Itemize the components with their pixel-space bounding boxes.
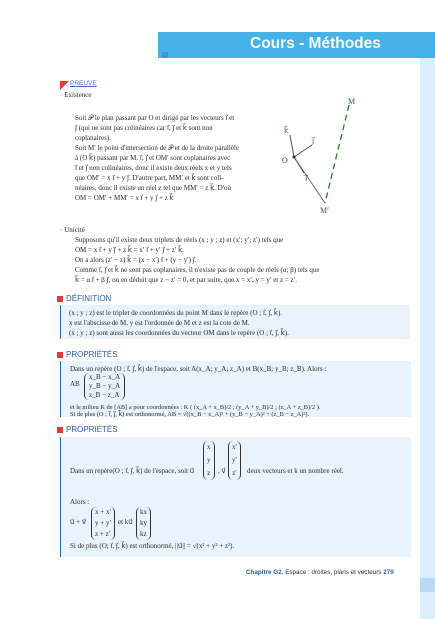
properties-2-marker bbox=[57, 427, 63, 433]
proof-marker bbox=[60, 81, 69, 90]
unicity-text: Supposons qu'il existe deux triplets de réels (x ; y ; z) et (x′; y′; z′) tels que OM = x i⃗ + y j⃗ + z k⃗ = x′ i⃗ + y′ j⃗ + z′ k⃗. On a alors (z′ − z) k⃗ = (x − x′) i⃗ + (y − y′) j⃗. Comme i⃗, j⃗ et k⃗ ne sont pas coplanaires, il n'existe pas de couple de réels (α; β) tels que k⃗ = α i⃗ + β j⃗, on en déduit que z − z′ = 0, et par suite, que x = x′, y = y′ et z = z′. bbox=[75, 236, 320, 284]
properties-1-title: PROPRIÉTÉS bbox=[57, 350, 118, 359]
properties-1-line3: Si de plus (O ; i⃗, j⃗, k⃗) est orthonormé, AB = √((x_B − x_A)² + (y_B − y_A)² + (z_B − z_A)²). bbox=[70, 411, 310, 418]
definition-title: DÉFINITION bbox=[57, 294, 111, 303]
ku-matrix: kx ky kz bbox=[136, 507, 151, 540]
u-matrix: x y z bbox=[203, 441, 215, 480]
page-title: Cours - Méthodes bbox=[250, 35, 381, 52]
vector-i bbox=[294, 157, 304, 173]
label-O: O bbox=[282, 156, 288, 165]
u-plus-v-label: u⃗ + v⃗ bbox=[70, 518, 87, 526]
page-footer: Chapitre G2. Espace : droites, plans et vecteurs 279 bbox=[246, 569, 394, 576]
unicity-heading: ◦ Unicité bbox=[60, 226, 85, 234]
vector-j bbox=[294, 145, 312, 157]
properties-2-line1a: Dans un repère(O ; i⃗, j⃗, k⃗) de l'espace, soit u⃗ bbox=[70, 467, 195, 475]
point-O bbox=[293, 156, 296, 159]
existence-text: Soit 𝒫 le plan passant par O et dirigé par les vecteurs i⃗ et j⃗ (qui ne sont pas colinéaires car i⃗, j⃗ et k⃗ sont non coplanaires). Soit M′ le point d'intersection de 𝒫 et de la droite parallèle à (O k⃗) passant par M. i⃗, j⃗ et OM′ sont coplanaires avec i⃗ et j⃗ non colinéaires, donc il existe deux réels x et y tels que OM′ = x i⃗ + y j⃗. D'autre part, MM′ et k⃗ sont coli- néaires, donc il existe un réel z tel que MM′ = z k⃗. D'où OM = OM′ + MM′ = x i⃗ + y j⃗ + z k⃗ bbox=[75, 114, 239, 202]
line-MMprime bbox=[325, 105, 349, 203]
right-margin-strip bbox=[420, 58, 435, 619]
proof-figure bbox=[282, 95, 377, 225]
proof-label: PREUVE bbox=[70, 80, 97, 87]
page-tab bbox=[420, 578, 435, 592]
definition-marker bbox=[57, 296, 63, 302]
label-j: j⃗ bbox=[312, 136, 315, 145]
v-label: , v⃗ bbox=[218, 467, 226, 475]
properties-1-line1: Dans un repère (O ; i⃗, j⃗, k⃗) de l'espace, soit A(x_A; y_A; z_A) et B(x_B; y_B; z_B). Alors : bbox=[70, 365, 327, 373]
vector-AB-matrix: x_B − x_A y_B − y_A z_B − z_A bbox=[84, 373, 125, 400]
banner-ribbon bbox=[162, 52, 168, 58]
alors-text: Alors : bbox=[70, 498, 90, 506]
properties-2-line3: Si de plus (O; i⃗, j⃗, k⃗) est orthonormé, ||u⃗|| = √(x² + y² + z²). bbox=[70, 542, 235, 550]
label-Mprime: M′ bbox=[320, 206, 329, 215]
ku-label: et ku⃗ bbox=[118, 518, 133, 526]
v-matrix: x′ y′ z′ bbox=[228, 441, 241, 480]
label-i: i⃗ bbox=[305, 174, 308, 183]
properties-2-title: PROPRIÉTÉS bbox=[57, 425, 118, 434]
properties-1-line2: et le milieu K de [AB] a pour coordonnées : K ( (x_A + x_B)/2 ; (y_A + y_B)/2 ; (z_A + z_B)/2 ). bbox=[70, 404, 321, 411]
label-k: k⃗ bbox=[284, 126, 289, 135]
vector-k bbox=[290, 135, 294, 157]
properties-2-line1b: deux vecteurs et k un nombre réel. bbox=[247, 467, 344, 475]
label-M: M bbox=[348, 97, 356, 106]
properties-1-marker bbox=[57, 352, 63, 358]
existence-heading: ◦ Existence bbox=[60, 91, 92, 99]
vector-AB-label: AB bbox=[70, 380, 80, 388]
sum-matrix: x + x′ y + y′ z + z′ bbox=[91, 507, 115, 540]
definition-box: (x ; y ; z) est le triplet de coordonnées du point M dans le repère (O ; i⃗, j⃗, k⃗). x est l'abscisse de M, y est l'ordonnée de M et z est la cote de M. (x ; y ; z) sont aussi les coordonnées du vecteur OM dans le repère (O ; i⃗, j⃗, k⃗). bbox=[60, 305, 410, 339]
